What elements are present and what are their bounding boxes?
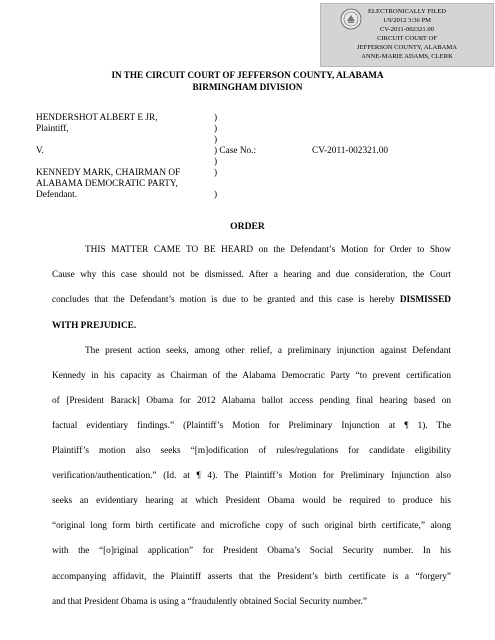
paragraph-2-line-4: factual evidentiary findings.” (Plaintiff’s Motion for Preliminary Injunction at ¶ 1). The	[52, 421, 451, 431]
caption-paren: )	[214, 135, 218, 145]
paragraph-2-line-3: of [President Barack] Obama for 2012 Alabama ballot access pending final hearing based on	[52, 396, 451, 406]
stamp-county: JEFFERSON COUNTY, ALABAMA	[356, 44, 458, 51]
paragraph-1-line-2: Cause why this case should not be dismissed. After a hearing and due consideration, the Court	[52, 270, 451, 280]
paragraph-2-line-11: and that President Obama is using a “fraudulently obtained Social Security number.”	[52, 597, 367, 607]
paragraph-2-line-6: verification/authentication.” (Id. at ¶ 4). The Plaintiff’s Motion for Preliminary Injunction also	[52, 471, 451, 481]
stamp-case-number: CV-2011-002321.00	[380, 26, 434, 33]
caption-paren: )	[214, 157, 218, 167]
defendant-name-line-2: ALABAMA DEMOCRATIC PARTY,	[36, 179, 178, 189]
paragraph-1-line-3	[52, 295, 451, 306]
case-number-label: ) Case No.:	[214, 146, 257, 156]
paragraph-2-line-7: seeks an evidentiary hearing at which President Obama would be required to produce his	[52, 496, 451, 506]
paragraph-2-line-10: accompanying affidavit, the Plaintiff asserts that the President’s birth certificate is a “forgery”	[52, 572, 451, 582]
paragraph-2-line-1: The present action seeks, among other relief, a preliminary injunction against Defendant	[85, 346, 451, 356]
caption-paren: )	[214, 190, 218, 200]
paragraph-2-line-5: Plaintiff’s motion also seeks “[m]odification of rules/regulations for candidate eligibility	[52, 446, 451, 456]
paragraph-2-line-8: “original long form birth certificate and microfiche copy of such original birth certificate,” along	[52, 521, 451, 531]
versus-label: V.	[36, 146, 44, 156]
order-title: ORDER	[230, 221, 265, 232]
stamp-court: CIRCUIT COURT OF	[377, 35, 437, 42]
caption-paren: )	[214, 168, 218, 178]
caption-paren: )	[214, 124, 218, 134]
with-prejudice-emphasis: WITH PREJUDICE.	[52, 321, 137, 331]
paragraph-2-line-2: Kennedy in his capacity as Chairman of the Alabama Democratic Party “to prevent certification	[52, 371, 451, 381]
defendant-name-line-1: KENNEDY MARK, CHAIRMAN OF	[36, 168, 181, 178]
dismissed-emphasis: DISMISSED	[399, 295, 451, 305]
electronic-filing-stamp	[320, 3, 494, 67]
paragraph-1-line-4	[52, 321, 451, 332]
stamp-clerk: ANNE-MARIE ADAMS, CLERK	[361, 53, 453, 60]
stamp-datetime: 1/9/2012 3:36 PM	[383, 17, 431, 24]
case-number: CV-2011-002321.00	[312, 146, 389, 156]
paragraph-1-line-3-text: concludes that the Defendant’s motion is due to be granted and this case is hereby	[52, 295, 400, 305]
defendant-role: Defendant.	[36, 190, 78, 200]
caption-paren: )	[214, 113, 218, 123]
court-heading: IN THE CIRCUIT COURT OF JEFFERSON COUNTY, ALABAMA	[111, 70, 384, 80]
plaintiff-name: HENDERSHOT ALBERT E JR,	[36, 113, 158, 123]
paragraph-1-line-1: THIS MATTER CAME TO BE HEARD on the Defendant’s Motion for Order to Show	[85, 245, 451, 255]
plaintiff-role: Plaintiff,	[36, 124, 69, 134]
division-heading: BIRMINGHAM DIVISION	[192, 82, 303, 92]
paragraph-2-line-9: with the “[o]riginal application” for President Obama’s Social Security number. In his	[52, 546, 451, 556]
stamp-filed-label: ELECTRONICALLY FILED	[367, 8, 447, 15]
